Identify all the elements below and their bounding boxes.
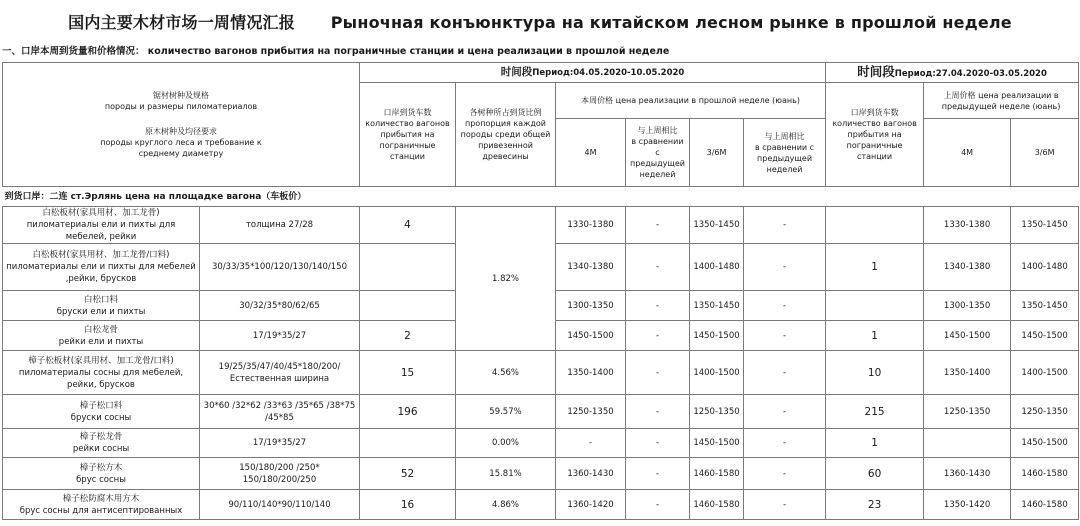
prev-price-4m-cell: 1330-1380 (924, 207, 1011, 244)
price-36m-cell: 1350-1450 (690, 291, 744, 321)
species-cell: 白松板材(家具用材、加工龙骨) пиломатериалы ели и пихты для мебелей, рейки (3, 207, 200, 244)
change-4m-cell: - (626, 207, 690, 244)
len-4m-header: 4M (556, 119, 626, 187)
prev-price-4m-cell: 1350-1420 (924, 490, 1011, 520)
arrivals-cell: 16 (360, 490, 456, 520)
prev-arrivals-cell: 1 (826, 244, 924, 291)
species-cell: 白松龙骨 рейки ели и пихты (3, 321, 200, 351)
table-row (3, 351, 1079, 395)
spec-cell: 90/110/140*90/110/140 (200, 490, 360, 520)
spec-cell: 30*60 /32*62 /33*63 /35*65 /38*75 /45*85 (200, 395, 360, 429)
arrivals-cell (360, 244, 456, 291)
arrivals-cell: 52 (360, 458, 456, 490)
prev-arrivals-cell: 215 (826, 395, 924, 429)
arrival-count-header: 口岸到货车数 количество вагонов прибытия на пограничные станции (360, 83, 456, 187)
change-4m-cell: - (626, 490, 690, 520)
arrivals-cell: 196 (360, 395, 456, 429)
table-row (3, 458, 1079, 490)
spec-cell: 17/19*35/27 (200, 321, 360, 351)
prev-arrivals-cell (826, 291, 924, 321)
spec-cell: 17/19*35/27 (200, 429, 360, 458)
species-header: 锯材树种及规格 породы и размеры пиломатериалов 原木树种及均径要求 породы круглого леса и требование к среднему диаметру (3, 63, 360, 187)
species-cell: 樟子松方木 брус сосны (3, 458, 200, 490)
change-4m-cell: - (626, 458, 690, 490)
prev-price-36m-cell: 1250-1350 (1011, 395, 1079, 429)
change-36m-cell: - (744, 207, 826, 244)
change-36m-cell: - (744, 458, 826, 490)
arrivals-cell: 2 (360, 321, 456, 351)
change-4m-cell: - (626, 429, 690, 458)
current-period-header: 时间段Период:04.05.2020-10.05.2020 (360, 63, 826, 83)
change-4m-cell: - (626, 244, 690, 291)
prev-arrivals-cell (826, 207, 924, 244)
change-36m-cell: - (744, 244, 826, 291)
species-cell: 白松口料 бруски ели и пихты (3, 291, 200, 321)
arrival-port-row: 到货口岸：二连 ст.Эрлянь цена на площадке вагона（车板价） (3, 187, 1079, 207)
prev-arrivals-cell: 1 (826, 321, 924, 351)
spec-cell: 19/25/35/47/40/45*180/200/ Естественная ширина (200, 351, 360, 395)
arrivals-cell: 15 (360, 351, 456, 395)
change-36m-cell: - (744, 351, 826, 395)
table-row (3, 490, 1079, 520)
previous-period-header: 时间段Период:27.04.2020-03.05.2020 (826, 63, 1079, 83)
species-cell: 樟子松龙骨 рейки сосны (3, 429, 200, 458)
prev-price-36m-cell: 1460-1580 (1011, 458, 1079, 490)
spec-cell: толщина 27/28 (200, 207, 360, 244)
table-row (3, 395, 1079, 429)
prev-price-36m-cell: 1400-1500 (1011, 351, 1079, 395)
arrivals-cell (360, 429, 456, 458)
price-4m-cell: 1360-1420 (556, 490, 626, 520)
prev-price-36m-cell: 1350-1450 (1011, 291, 1079, 321)
price-table (2, 62, 1079, 520)
price-4m-cell: 1360-1430 (556, 458, 626, 490)
price-4m-cell: - (556, 429, 626, 458)
prev-price-4m-cell: 1300-1350 (924, 291, 1011, 321)
prev-price-4m-cell: 1450-1500 (924, 321, 1011, 351)
change-4m-cell: - (626, 321, 690, 351)
price-4m-cell: 1300-1350 (556, 291, 626, 321)
prev-price-4m-cell: 1250-1350 (924, 395, 1011, 429)
page-title (0, 6, 1080, 40)
change-36m-cell: - (744, 395, 826, 429)
species-cell: 樟子松防腐木用方木 брус сосны для антисептированных (3, 490, 200, 520)
prev-price-36m-cell: 1450-1500 (1011, 321, 1079, 351)
price-36m-cell: 1350-1450 (690, 207, 744, 244)
price-4m-cell: 1250-1350 (556, 395, 626, 429)
spec-cell: 30/32/35*80/62/65 (200, 291, 360, 321)
spec-cell: 30/33/35*100/120/130/140/150 (200, 244, 360, 291)
prev-price-36m-cell: 1460-1580 (1011, 490, 1079, 520)
table-row (3, 429, 1079, 458)
price-4m-cell: 1330-1380 (556, 207, 626, 244)
price-36m-cell: 1460-1580 (690, 490, 744, 520)
change-4m-cell: - (626, 291, 690, 321)
price-4m-cell: 1340-1380 (556, 244, 626, 291)
species-cell: 樟子松口料 бруски сосны (3, 395, 200, 429)
prev-price-4m-cell: 1360-1430 (924, 458, 1011, 490)
title-cn: 国内主要木材市场一周情况汇报 (68, 13, 295, 32)
prev-week-price-header: 上周价格 цена реализации в предыдущей неделе (юань) (924, 83, 1079, 119)
prev-arrival-count-header: 口岸到货车数 количество вагонов прибытия на пограничные станции (826, 83, 924, 187)
prev-len-36m-header: 3/6M (1011, 119, 1079, 187)
price-36m-cell: 1250-1350 (690, 395, 744, 429)
change-4m-cell: - (626, 351, 690, 395)
share-cell: 4.56% (456, 351, 556, 395)
prev-arrivals-cell: 60 (826, 458, 924, 490)
change-36m-cell: - (744, 291, 826, 321)
spec-cell: 150/180/200 /250* 150/180/200/250 (200, 458, 360, 490)
change-36m-cell: - (744, 321, 826, 351)
price-36m-cell: 1400-1480 (690, 244, 744, 291)
compare-4m-header: 与上周相比 в сравнении с предыдущей неделей (626, 119, 690, 187)
change-4m-cell: - (626, 395, 690, 429)
compare-36m-header: 与上周相比 в сравнении с предыдущей неделей (744, 119, 826, 187)
share-cell: 1.82% (456, 207, 556, 351)
table-row (3, 207, 1079, 244)
share-cell: 15.81% (456, 458, 556, 490)
title-ru: Рыночная конъюнктура на китайском лесном рынке в прошлой неделе (330, 13, 1012, 32)
prev-price-36m-cell: 1350-1450 (1011, 207, 1079, 244)
share-cell: 4.86% (456, 490, 556, 520)
change-36m-cell: - (744, 429, 826, 458)
share-cell: 0.00% (456, 429, 556, 458)
share-cell: 59.57% (456, 395, 556, 429)
species-cell: 樟子松板材(家具用材、加工龙骨/口料) пиломатериалы сосны для мебелей, рейки, брусков (3, 351, 200, 395)
prev-arrivals-cell: 10 (826, 351, 924, 395)
price-36m-cell: 1450-1500 (690, 429, 744, 458)
len-36m-header: 3/6M (690, 119, 744, 187)
price-36m-cell: 1400-1500 (690, 351, 744, 395)
price-4m-cell: 1450-1500 (556, 321, 626, 351)
section-heading: 一、口岸本周到货量和价格情况： количество вагонов прибытия на пограничные станции и цена реализации в прошлой неделе (2, 46, 670, 57)
price-4m-cell: 1350-1400 (556, 351, 626, 395)
change-36m-cell: - (744, 490, 826, 520)
price-36m-cell: 1460-1580 (690, 458, 744, 490)
share-header: 各树种所占到货比例 пропорция каждой породы среди общей привезенной древесины (456, 83, 556, 187)
prev-arrivals-cell: 23 (826, 490, 924, 520)
prev-arrivals-cell: 1 (826, 429, 924, 458)
arrivals-cell (360, 291, 456, 321)
prev-price-4m-cell (924, 429, 1011, 458)
species-cell: 白松板材(家具用材、加工龙骨/口料) пиломатериалы ели и пихты для мебелей ,рейки, брусков (3, 244, 200, 291)
prev-price-4m-cell: 1350-1400 (924, 351, 1011, 395)
prev-price-36m-cell: 1400-1480 (1011, 244, 1079, 291)
arrivals-cell: 4 (360, 207, 456, 244)
prev-price-4m-cell: 1340-1380 (924, 244, 1011, 291)
this-week-price-header: 本周价格 цена реализации в прошлой неделе (юань) (556, 83, 826, 119)
prev-price-36m-cell: 1450-1500 (1011, 429, 1079, 458)
prev-len-4m-header: 4M (924, 119, 1011, 187)
price-36m-cell: 1450-1500 (690, 321, 744, 351)
